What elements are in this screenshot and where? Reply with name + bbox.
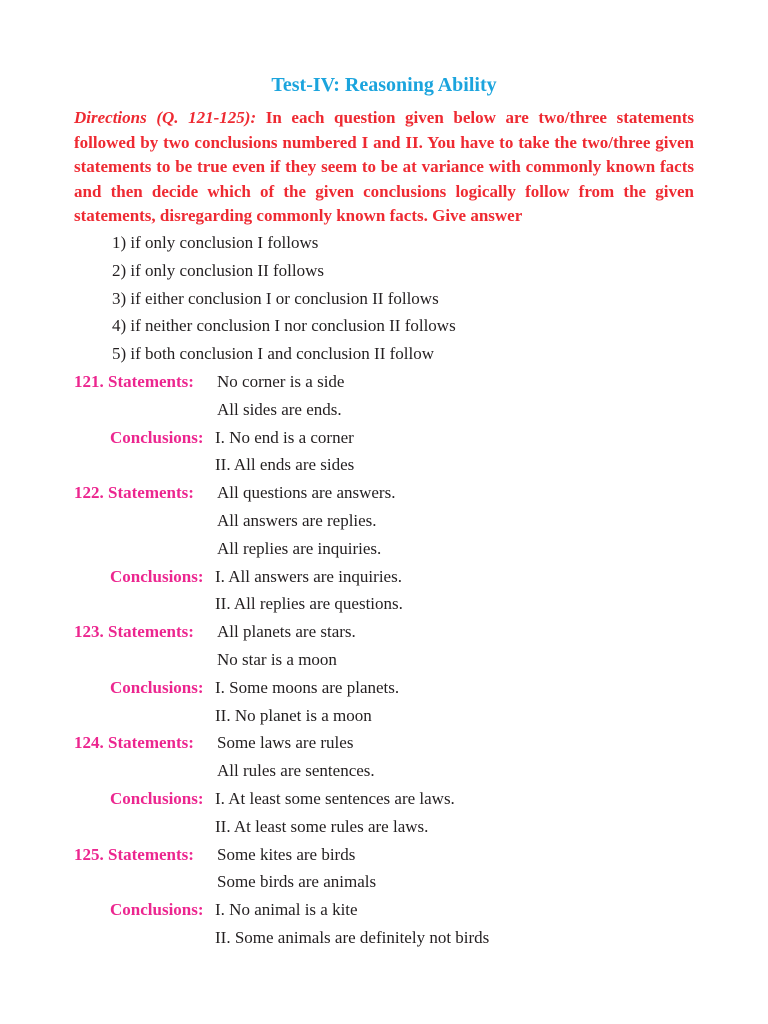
answer-option: 3) if either conclusion I or conclusion II follows <box>112 288 439 308</box>
question-label: 122. Statements: <box>74 483 194 503</box>
conclusion-row <box>74 702 714 730</box>
statement-text: All questions are answers. <box>217 483 396 503</box>
conclusion-row <box>74 896 714 924</box>
conclusion-text: II. Some animals are definitely not birds <box>215 927 490 947</box>
conclusions-label: Conclusions: <box>110 900 204 920</box>
conclusion-text: I. No animal is a kite <box>215 900 358 920</box>
conclusion-row <box>74 590 714 618</box>
statement-row <box>74 618 714 646</box>
conclusions-label: Conclusions: <box>110 427 204 447</box>
answer-option: 5) if both conclusion I and conclusion II follow <box>112 344 434 364</box>
statement-row <box>74 535 714 563</box>
statement-row <box>74 507 714 535</box>
question-label: 121. Statements: <box>74 372 194 391</box>
statement-row <box>74 646 714 674</box>
statement-text: Some kites are birds <box>217 844 356 864</box>
question-label: 124. Statements: <box>74 733 194 753</box>
statement-text: All rules are sentences. <box>217 761 375 781</box>
statement-text: Some laws are rules <box>217 733 354 753</box>
statement-row <box>74 368 714 396</box>
answer-option: 1) if only conclusion I follows <box>112 233 319 252</box>
conclusion-row <box>74 424 714 452</box>
conclusions-label: Conclusions: <box>110 566 204 586</box>
statement-row <box>74 729 714 757</box>
conclusion-row <box>74 563 714 591</box>
conclusion-text: I. No end is a corner <box>215 427 354 447</box>
conclusion-text: I. All answers are inquiries. <box>215 566 402 586</box>
statement-text: All sides are ends. <box>217 399 342 419</box>
statement-row <box>74 396 714 424</box>
conclusion-row <box>74 813 714 841</box>
conclusion-row <box>74 924 714 952</box>
conclusion-text: II. No planet is a moon <box>215 705 372 725</box>
statement-text: No corner is a side <box>217 372 345 391</box>
directions-text: In each question given below are two/three statements followed by two conclusions numbered I and II. You have to take the two/three given statements to be true even if they seem to be at variance with commonly known facts and then decide which of the given conclusions logically follow from the given statements, disregarding commonly known facts. Give answer <box>74 108 694 226</box>
answer-option: 2) if only conclusion II follows <box>112 260 324 280</box>
statement-row <box>74 868 714 896</box>
statement-row <box>74 479 714 507</box>
conclusion-row <box>74 674 714 702</box>
directions-paragraph <box>74 106 694 229</box>
statement-text: No star is a moon <box>217 649 337 669</box>
directions-lead: Directions (Q. 121-125): <box>74 108 257 127</box>
statement-text: All replies are inquiries. <box>217 538 382 558</box>
conclusion-row <box>74 451 714 479</box>
question-label: 123. Statements: <box>74 622 194 642</box>
statement-text: All planets are stars. <box>217 622 356 642</box>
question-list <box>74 368 714 952</box>
statement-row <box>74 757 714 785</box>
conclusion-text: I. At least some sentences are laws. <box>215 788 455 808</box>
conclusion-row <box>74 785 714 813</box>
conclusion-text: II. All replies are questions. <box>215 594 403 614</box>
statement-text: Some birds are animals <box>217 872 377 892</box>
statement-row <box>74 841 714 869</box>
question-label: 125. Statements: <box>74 844 194 864</box>
answer-option: 4) if neither conclusion I nor conclusion II follows <box>112 316 456 336</box>
conclusions-label: Conclusions: <box>110 677 204 697</box>
conclusion-text: I. Some moons are planets. <box>215 677 400 697</box>
conclusion-text: II. At least some rules are laws. <box>215 816 429 836</box>
statement-text: All answers are replies. <box>217 510 377 530</box>
conclusions-label: Conclusions: <box>110 788 204 808</box>
answer-options <box>112 229 456 368</box>
page-title: Test-IV: Reasoning Ability <box>271 74 497 96</box>
conclusion-text: II. All ends are sides <box>215 455 355 475</box>
